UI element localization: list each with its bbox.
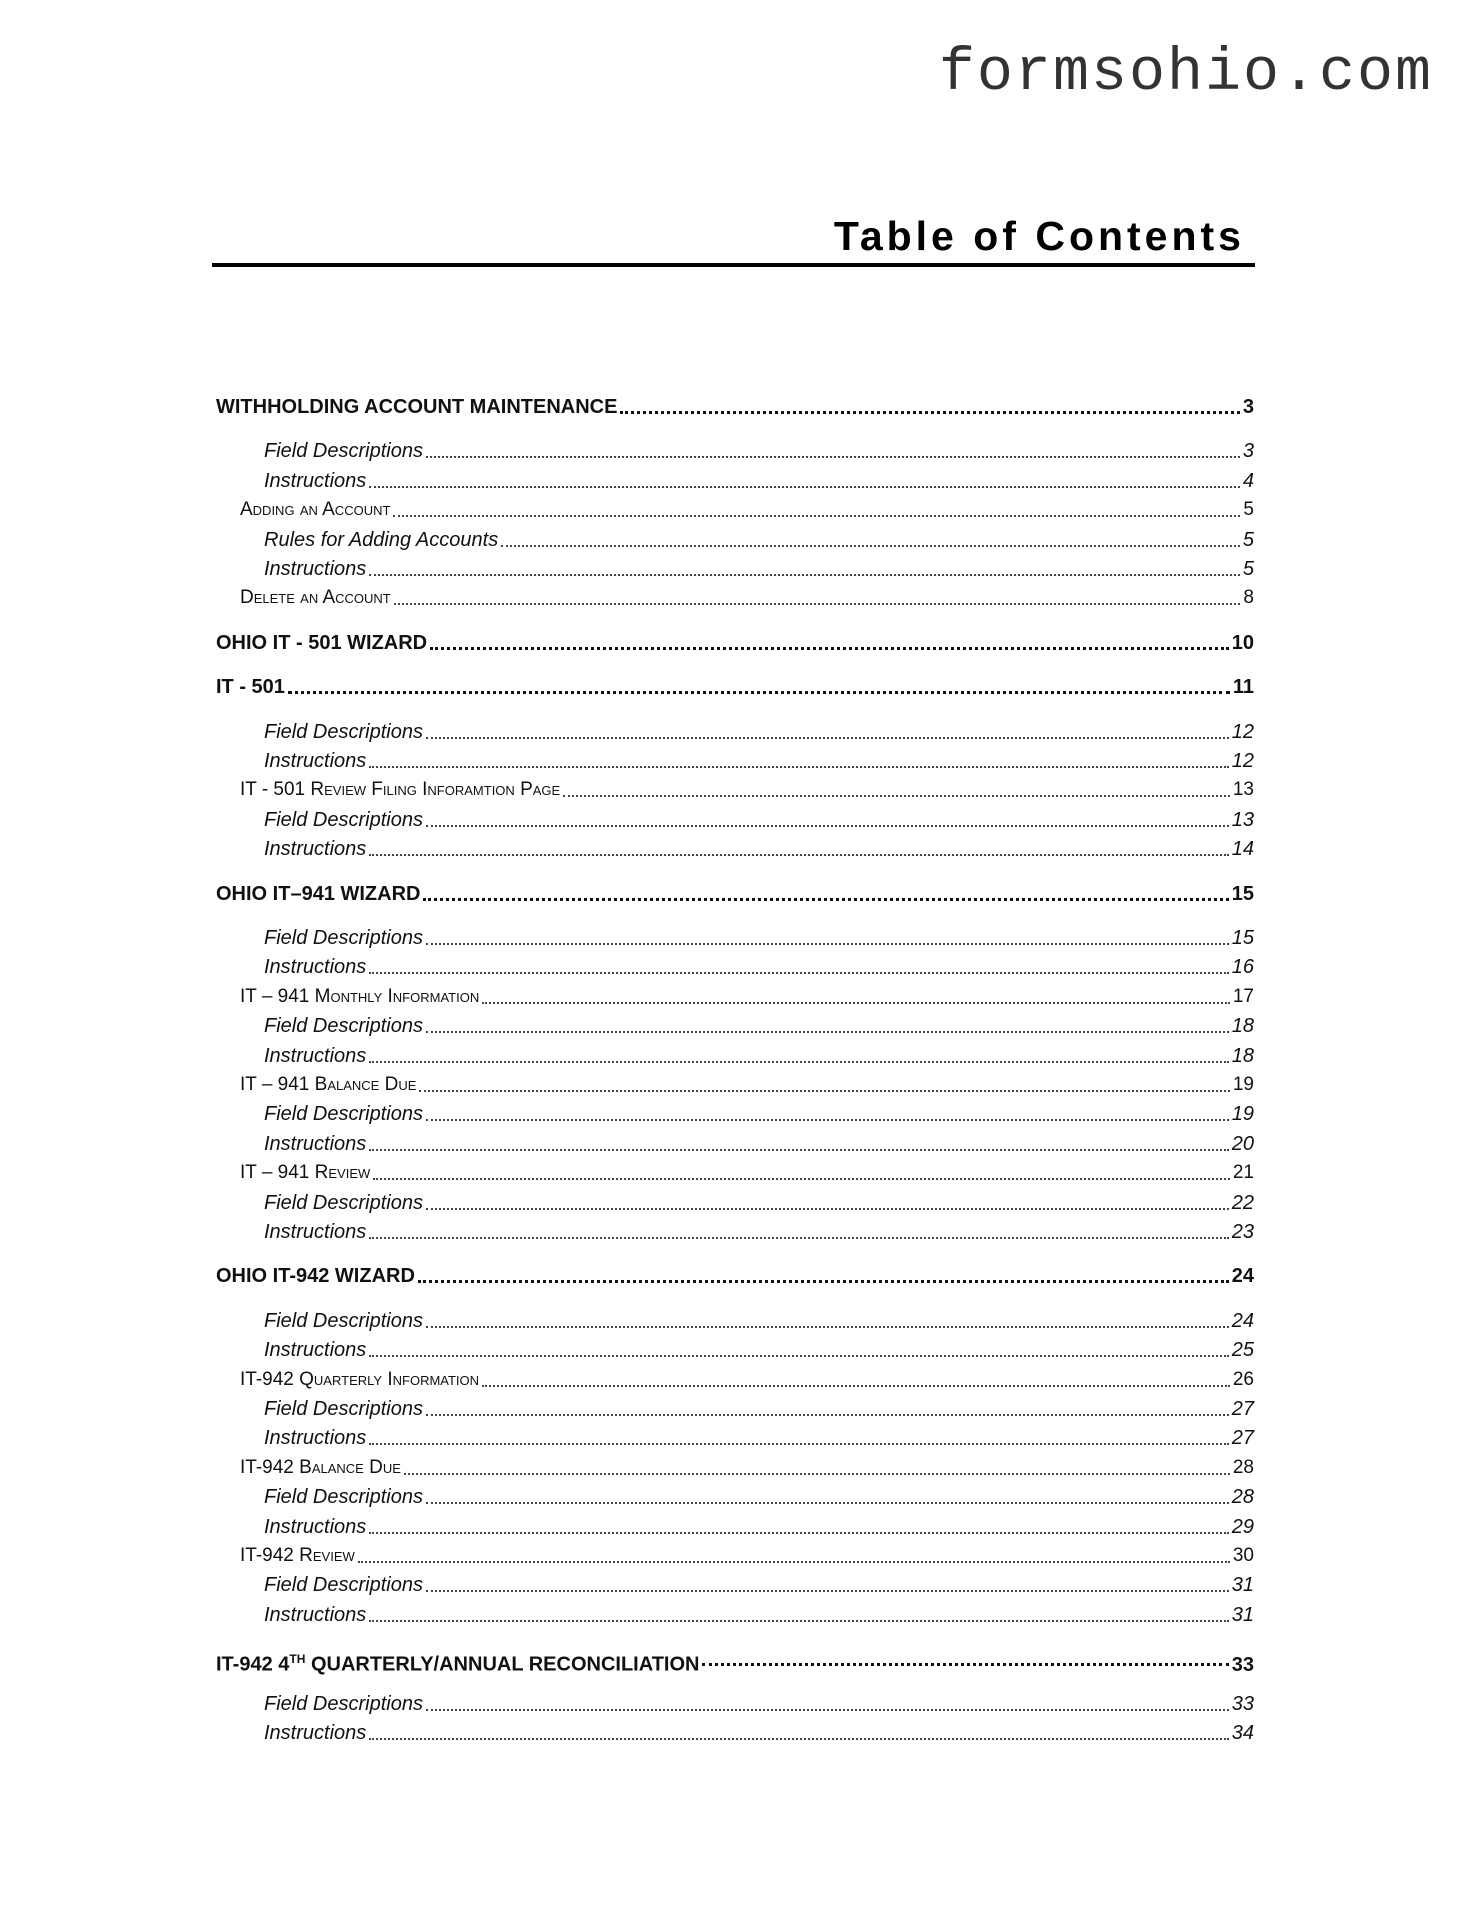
toc-entry-label-text: Field Descriptions xyxy=(264,1692,423,1715)
dot-leader xyxy=(482,1002,1230,1004)
toc-entry-label xyxy=(264,466,366,496)
toc-entry-label xyxy=(240,1158,370,1188)
toc-entry-page: 15 xyxy=(1231,882,1254,905)
toc-entry-page: 18 xyxy=(1231,1044,1254,1067)
toc-entry-label xyxy=(264,1099,423,1129)
dot-leader xyxy=(369,1620,1228,1622)
toc-entry-label xyxy=(264,1306,423,1336)
dot-leader xyxy=(369,1061,1228,1063)
dot-leader xyxy=(426,943,1229,945)
toc-entry-label-text: Field Descriptions xyxy=(264,1398,423,1420)
toc-entry-page: 13 xyxy=(1232,779,1254,801)
dot-leader xyxy=(426,825,1229,827)
toc-entry-label xyxy=(264,717,423,747)
toc-entry-label-text: Field Descriptions xyxy=(264,1103,423,1126)
toc-entry-label-text: OHIO IT - 501 WIZARD xyxy=(216,631,428,654)
page-title: Table of Contents xyxy=(833,213,1245,259)
toc-entry-label-text: Instructions xyxy=(264,1603,367,1626)
toc-entry[interactable] xyxy=(264,1129,1254,1159)
toc-entry-label-text: Instructions xyxy=(264,1044,367,1067)
toc-entry[interactable] xyxy=(264,1423,1254,1453)
toc-entry-label xyxy=(264,1394,423,1424)
dot-leader xyxy=(358,1561,1230,1563)
toc-entry-page: 33 xyxy=(1231,1692,1254,1715)
toc-entry[interactable] xyxy=(216,1644,1254,1674)
toc-entry-page: 16 xyxy=(1231,956,1254,979)
toc-entry-label-text: Rules for Adding Accounts xyxy=(264,528,499,551)
toc-entry[interactable] xyxy=(264,1482,1254,1512)
toc-entry-label-text: Field Descriptions xyxy=(264,1191,423,1214)
toc-entry-label-text: Field Descriptions xyxy=(264,808,423,831)
toc-entry-label xyxy=(240,1365,479,1395)
toc-entry-page: 13 xyxy=(1231,808,1254,831)
toc-entry[interactable] xyxy=(240,1541,1254,1571)
toc-entry-label-text: Field Descriptions xyxy=(264,927,423,949)
dot-leader xyxy=(501,545,1240,547)
toc-entry-label-text: Instructions xyxy=(264,469,367,492)
toc-entry-label-text: Instructions xyxy=(264,1427,367,1450)
toc-entry-label-text: Delete an Account xyxy=(240,587,391,609)
dot-leader xyxy=(423,898,1228,901)
toc-entry[interactable] xyxy=(264,1011,1254,1041)
toc-entry-label-text: IT-942 4 xyxy=(216,1653,290,1676)
toc-entry-page: 11 xyxy=(1232,676,1254,699)
toc-entry[interactable] xyxy=(264,1099,1254,1129)
toc-entry-page: 30 xyxy=(1232,1545,1254,1566)
toc-entry-label-text: IT - 501 xyxy=(216,676,285,699)
toc-entry[interactable] xyxy=(216,392,1254,422)
dot-leader xyxy=(394,603,1241,605)
toc-entry[interactable] xyxy=(240,775,1254,805)
toc-entry-label xyxy=(264,1689,423,1719)
toc-entry[interactable] xyxy=(264,1306,1254,1336)
dot-leader xyxy=(426,1031,1229,1033)
toc-entry[interactable] xyxy=(264,834,1254,864)
toc-entry-label-text: IT-942 Quarterly Information xyxy=(240,1368,480,1390)
dot-leader xyxy=(369,1355,1228,1357)
toc-entry[interactable] xyxy=(240,1070,1254,1100)
toc-entry-page: 27 xyxy=(1231,1427,1254,1450)
toc-entry-page: 4 xyxy=(1242,469,1254,492)
dot-leader xyxy=(426,1414,1229,1416)
dot-leader xyxy=(393,515,1240,517)
toc-entry-page: 12 xyxy=(1231,720,1254,743)
toc-entry[interactable] xyxy=(264,923,1254,953)
toc-entry-label-text: OHIO IT-942 WIZARD xyxy=(216,1265,415,1288)
toc-entry-page: 33 xyxy=(1231,1653,1254,1676)
toc-entry-page: 14 xyxy=(1231,838,1254,861)
toc-entry-label-text: Field Descriptions xyxy=(264,1486,423,1509)
toc-entry-page: 17 xyxy=(1232,985,1254,1007)
dot-leader xyxy=(369,1532,1228,1534)
dot-leader xyxy=(426,1326,1229,1328)
toc-entry[interactable] xyxy=(264,436,1254,466)
toc-entry-label xyxy=(216,879,420,909)
toc-entry-label-text: IT – 941 Review xyxy=(240,1162,371,1184)
toc-entry-page: 19 xyxy=(1232,1074,1254,1095)
toc-entry-label xyxy=(240,775,560,805)
toc-entry-superscript: TH xyxy=(289,1652,306,1667)
toc-entry-label xyxy=(264,834,366,864)
dot-leader xyxy=(369,574,1240,576)
toc-entry-label-text: Instructions xyxy=(264,1221,367,1243)
dot-leader xyxy=(426,1119,1229,1121)
dot-leader xyxy=(702,1663,1228,1666)
toc-entry[interactable] xyxy=(216,628,1254,658)
toc-entry-label xyxy=(264,1217,366,1247)
toc-entry-label-text: Instructions xyxy=(264,838,367,861)
toc-entry-label xyxy=(240,1070,416,1100)
toc-entry-page: 34 xyxy=(1231,1722,1254,1744)
toc-entry-page: 24 xyxy=(1231,1265,1254,1288)
toc-entry-label xyxy=(264,923,423,953)
toc-entry-label xyxy=(264,1335,366,1365)
toc-entry-label-text: IT - 501 Review Filing Inforamtion Page xyxy=(240,779,561,801)
toc-entry-page: 12 xyxy=(1231,750,1254,772)
toc-entry[interactable] xyxy=(240,583,1254,613)
toc-entry-label xyxy=(264,805,423,835)
toc-entry-label-text: QUARTERLY/ANNUAL RECONCILIATION xyxy=(305,1653,700,1676)
dot-leader xyxy=(369,854,1228,856)
toc-entry[interactable] xyxy=(264,1188,1254,1218)
toc-entry-label xyxy=(264,1041,366,1071)
toc-entry-page: 8 xyxy=(1243,587,1254,609)
toc-entry-label-text: Instructions xyxy=(264,1132,367,1155)
toc-entry-label xyxy=(264,952,366,982)
toc-entry-label-text: Field Descriptions xyxy=(264,1015,423,1038)
toc-entry-label-text: Field Descriptions xyxy=(264,1574,423,1597)
toc-entry[interactable] xyxy=(216,1261,1254,1291)
toc-entry-label xyxy=(240,495,390,525)
toc-entry-label-text: Adding an Account xyxy=(240,499,391,521)
toc-entry-label xyxy=(240,583,391,613)
toc-entry-label xyxy=(240,1453,401,1483)
toc-entry-label xyxy=(216,628,427,658)
dot-leader xyxy=(373,1178,1230,1180)
toc-entry-label-text: Instructions xyxy=(264,956,367,979)
toc-entry[interactable] xyxy=(264,1718,1254,1748)
toc-entry-label-text: Field Descriptions xyxy=(264,1309,423,1332)
dot-leader xyxy=(369,1738,1228,1740)
toc-entry[interactable] xyxy=(264,1512,1254,1542)
toc-entry-label-text: Instructions xyxy=(264,1339,367,1362)
toc-entry-label xyxy=(264,1482,423,1512)
toc-entry-label-text: OHIO IT–941 WIZARD xyxy=(216,882,421,905)
toc-entry-label-text: Instructions xyxy=(264,1722,367,1744)
toc-entry-page: 25 xyxy=(1231,1339,1254,1362)
dot-leader xyxy=(369,1149,1228,1151)
toc-entry-label xyxy=(264,1512,366,1542)
dot-leader xyxy=(369,486,1240,488)
dot-leader xyxy=(426,1502,1229,1504)
toc-entry-page: 19 xyxy=(1231,1103,1254,1126)
dot-leader xyxy=(369,1443,1228,1445)
toc-entry[interactable] xyxy=(240,1365,1254,1395)
toc-entry-label xyxy=(264,1011,423,1041)
toc-entry-page: 3 xyxy=(1242,440,1254,463)
toc-entry-label xyxy=(216,672,285,702)
dot-leader xyxy=(369,1237,1228,1239)
toc-entry[interactable] xyxy=(216,879,1254,909)
toc-entry[interactable] xyxy=(216,672,1254,702)
toc-entry-page: 20 xyxy=(1231,1132,1254,1155)
toc-entry-page: 3 xyxy=(1242,396,1254,418)
toc-entry-label xyxy=(264,1718,366,1748)
toc-entry-label-text: Instructions xyxy=(264,558,367,580)
toc-entry-label-text: Instructions xyxy=(264,1515,367,1538)
toc-entry[interactable] xyxy=(264,1394,1254,1424)
toc-entry[interactable] xyxy=(264,554,1254,584)
toc-entry-page: 31 xyxy=(1231,1603,1254,1626)
toc-entry-page: 22 xyxy=(1231,1191,1254,1214)
toc-entry[interactable] xyxy=(264,746,1254,776)
toc-entry[interactable] xyxy=(264,525,1254,555)
dot-leader xyxy=(419,1090,1229,1092)
toc-entry-label xyxy=(264,1188,423,1218)
toc-entry-label xyxy=(240,1541,355,1571)
dot-leader xyxy=(482,1385,1230,1387)
dot-leader xyxy=(426,1208,1229,1210)
dot-leader xyxy=(620,411,1239,414)
toc-entry-label-text: Field Descriptions xyxy=(264,720,423,743)
toc-entry-page: 21 xyxy=(1232,1162,1254,1184)
toc-entry-label-text: Field Descriptions xyxy=(264,440,423,463)
toc-entry-label-text: IT – 941 Monthly Information xyxy=(240,985,480,1007)
toc-entry-page: 5 xyxy=(1243,499,1254,521)
dot-leader xyxy=(288,691,1230,694)
toc-entry-page: 28 xyxy=(1231,1486,1254,1509)
dot-leader xyxy=(426,1590,1229,1592)
toc-entry[interactable] xyxy=(264,717,1254,747)
toc-entry[interactable] xyxy=(240,1453,1254,1483)
toc-entry-page: 5 xyxy=(1242,528,1254,551)
toc-entry-page: 26 xyxy=(1232,1368,1254,1390)
dot-leader xyxy=(369,972,1228,974)
dot-leader xyxy=(418,1280,1229,1283)
toc-entry[interactable] xyxy=(264,1600,1254,1630)
dot-leader xyxy=(426,1709,1229,1711)
toc-entry[interactable] xyxy=(264,1041,1254,1071)
toc-entry-page: 18 xyxy=(1231,1015,1254,1038)
toc-entry-page: 24 xyxy=(1231,1309,1254,1332)
toc-entry-page: 5 xyxy=(1242,558,1254,580)
dot-leader xyxy=(430,647,1229,650)
toc-entry-label xyxy=(264,746,366,776)
toc-entry-label xyxy=(264,1129,366,1159)
dot-leader xyxy=(426,456,1240,458)
toc-entry-label-text: IT-942 Review xyxy=(240,1545,355,1566)
toc-entry-page: 10 xyxy=(1231,631,1254,654)
dot-leader xyxy=(563,795,1230,797)
toc-entry-page: 15 xyxy=(1231,927,1254,949)
dot-leader xyxy=(426,737,1229,739)
toc-entry-label xyxy=(216,392,617,422)
dot-leader xyxy=(369,766,1228,768)
toc-entry[interactable] xyxy=(264,805,1254,835)
toc-entry-label xyxy=(264,1423,366,1453)
toc-entry[interactable] xyxy=(264,1570,1254,1600)
toc-entry-label-text: Instructions xyxy=(264,750,367,772)
toc-entry[interactable] xyxy=(240,495,1254,525)
toc-entry-page: 29 xyxy=(1231,1515,1254,1538)
toc-entry[interactable] xyxy=(264,466,1254,496)
toc-entry-page: 31 xyxy=(1231,1574,1254,1597)
toc-entry-label xyxy=(264,436,423,466)
watermark: formsohio.com xyxy=(938,40,1433,108)
dot-leader xyxy=(404,1473,1230,1475)
toc-entry[interactable] xyxy=(264,1689,1254,1719)
toc-entry-label-text: IT – 941 Balance Due xyxy=(240,1074,417,1095)
toc-entry[interactable] xyxy=(264,952,1254,982)
toc-entry-label xyxy=(264,554,366,584)
toc-entry-label xyxy=(216,1261,415,1291)
toc-entry-page: 27 xyxy=(1231,1398,1254,1420)
toc-entry-label xyxy=(264,1600,366,1630)
toc-entry[interactable] xyxy=(240,1158,1254,1188)
toc-entry-label-text: WITHHOLDING ACCOUNT MAINTENANCE xyxy=(216,396,618,418)
toc-entry[interactable] xyxy=(240,982,1254,1012)
toc-entry-label xyxy=(240,982,479,1012)
toc-entry-label-text: IT-942 Balance Due xyxy=(240,1456,401,1478)
toc-entry-label xyxy=(264,1570,423,1600)
toc-entry[interactable] xyxy=(264,1335,1254,1365)
toc-entry-page: 23 xyxy=(1231,1221,1254,1243)
toc-entry-label xyxy=(216,1644,699,1680)
toc-entry[interactable] xyxy=(264,1217,1254,1247)
toc-entry-page: 28 xyxy=(1232,1456,1254,1478)
toc-entry-label xyxy=(264,525,498,555)
